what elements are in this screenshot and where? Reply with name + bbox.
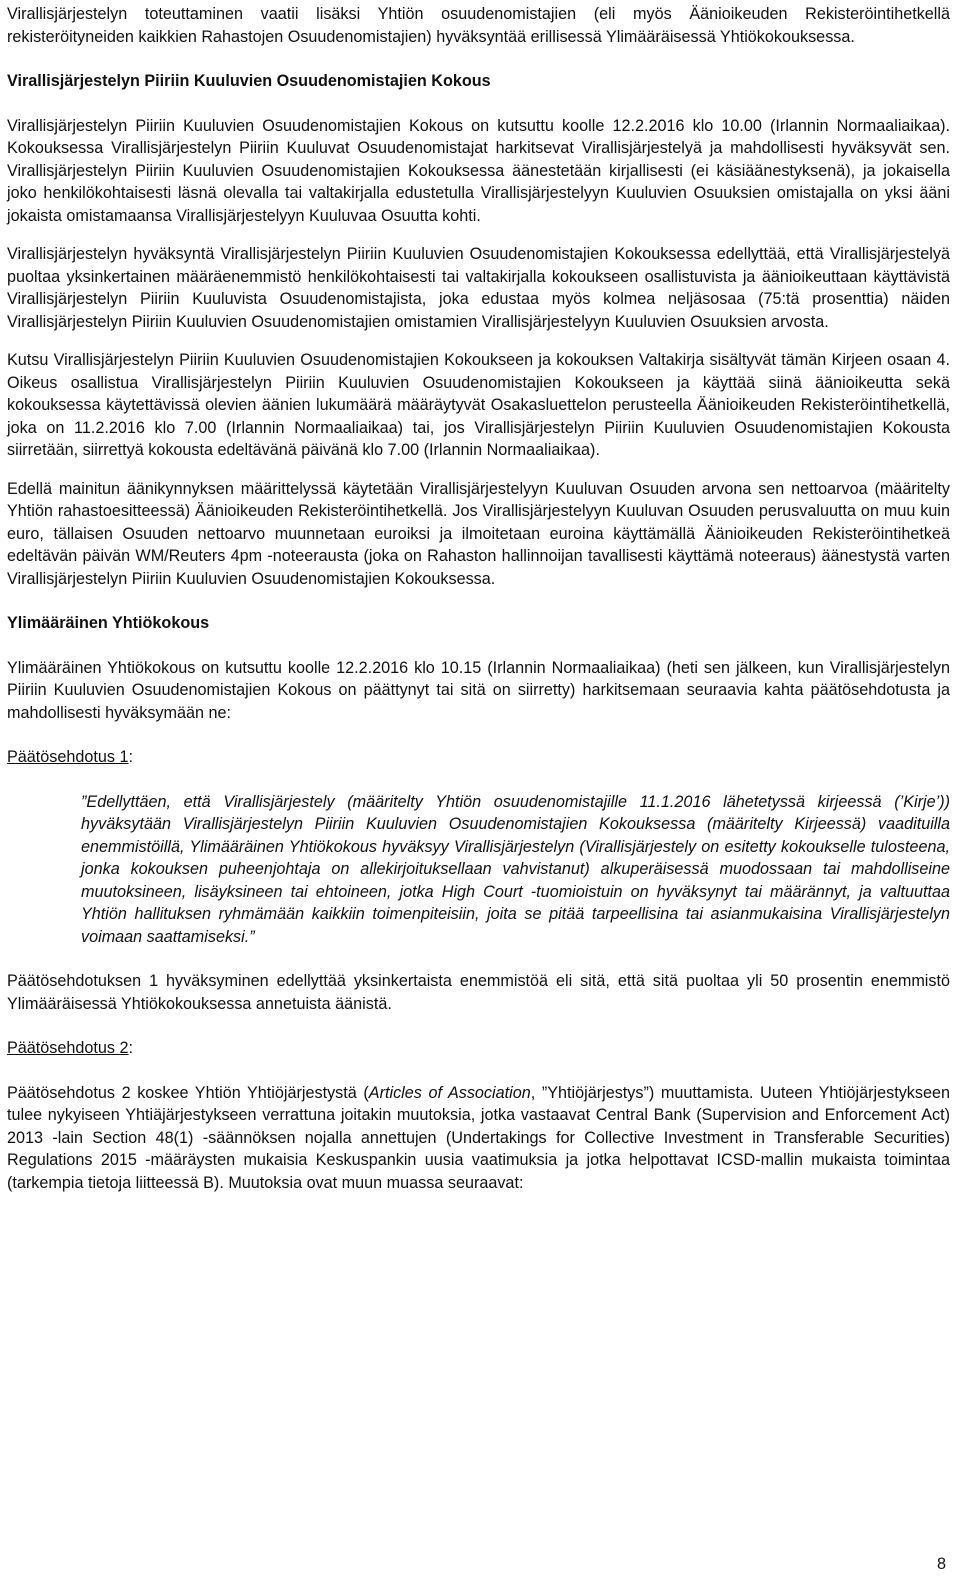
resolution-1-quote: ”Edellyttäen, että Virallisjärjestely (määritelty Yhtiön osuudenomistajille 11.1.2016 lähetetyssä kirjeessä (’Kirje’)) hyväksytään Virallisjärjestelyn Piiriin Kuuluvien Osuudenomistajien Kokouksessa (määritelty Kirjeessä) vaadituilla enemmistöillä, Ylimääräinen Yhtiökokous hyväksyy Virallisjärjestelyn (Virallisjärjestely on esitetty kokoukselle tulosteena, jonka kokouksen puheenjohtaja on allekirjoituksellaan vahvistanut) alkuperäisessä muodossaan tai mahdolliseine muutoksineen, lisäyksineen tai ehtoineen, jotka High Court -tuomioistuin on hyväksynyt tai määrännyt, ja valtuuttaa Yhtiön hallituksen ryhmämään kaikkiin toimenpiteisiin, joita se pitää tarpeellisina tai asianmukaisina Virallisjärjestelyn voimaan saattamiseksi.”	[81, 792, 950, 946]
notice-paragraph: Kutsu Virallisjärjestelyn Piiriin Kuuluvien Osuudenomistajien Kokoukseen ja kokouksen Valtakirja sisältyvät tämän Kirjeen osaan 4. Oikeus osallistua Virallisjärjestelyn Piiriin Kuuluvien Osuudenomistajien Kokoukseen ja käyttää siinä äänioikeutta sekä kokouksessa käytettävissä olevien äänien lukumäärä määräytyvät Osakasluettelon perusteella Äänioikeuden Rekisteröintihetkellä, joka on 11.2.2016 klo 7.00 (Irlannin Normaaliaikaa) tai, jos Virallisjärjestelyn Piiriin Kuuluvien Osuudenomistajien Kokousta siirretään, siirrettyä kokousta edeltävänä päivänä klo 7.00 (Irlannin Normaaliaikaa).	[7, 351, 950, 459]
resolution-2-text-start: Päätösehdotus 2 koskee Yhtiön Yhtiöjärjestystä (	[7, 1083, 369, 1102]
resolution-1-label-line	[7, 746, 950, 769]
intro-paragraph: Virallisjärjestelyn toteuttaminen vaatii lisäksi Yhtiön osuudenomistajien (eli myös Äänioikeuden Rekisteröintihetkellä rekisteröityneiden kaikkien Rahastojen Osuudenomistajien) hyväksyntää erillisessä Ylimääräisessä Yhtiökokouksessa.	[7, 5, 950, 46]
approval-requirement-paragraph: Virallisjärjestelyn hyväksyntä Virallisjärjestelyn Piiriin Kuuluvien Osuudenomistajien Kokouksessa edellyttää, että Virallisjärjestelyä puoltaa yksinkertainen määräenemmistö henkilökohtaisesti tai valtakirjalla kokoukseen osallistuvista ja äänioikeuttaan käyttävistä Virallisjärjestelyn Piiriin Kuuluvista Osuudenomistajista, joka edustaa myös kolmea neljäsosaa (75:tä prosenttia) näiden Virallisjärjestelyn Piiriin Kuuluvien Osuudenomistajien omistamien Virallisjärjestelyyn Kuuluvien Osuuksien arvosta.	[7, 245, 950, 331]
scheme-meeting-paragraph: Virallisjärjestelyn Piiriin Kuuluvien Osuudenomistajien Kokous on kutsuttu koolle 12.2.2016 klo 10.00 (Irlannin Normaaliaikaa). Kokouksessa Virallisjärjestelyn Piiriin Kuuluvat Osuudenomistajat harkitsevat Virallisjärjestelyä ja mahdollisesti hyväksyvät sen. Virallisjärjestelyn Piiriin Kuuluvien Osuudenomistajien Kokouksessa äänestetään kirjallisesti (ei käsiäänestyksenä), ja jokaisella joko henkilökohtaisesti läsnä olevalla tai valtakirjalla edustetulla Virallisjärjestelyyn Kuuluvien Osuuksien omistajalla on yksi ääni jokaista omistamaansa Virallisjärjestelyyn Kuuluvaa Osuutta kohti.	[7, 116, 950, 225]
voting-threshold-paragraph: Edellä mainitun äänikynnyksen määrittelyssä käytetään Virallisjärjestelyyn Kuuluvan Osuuden arvona sen nettoarvoa (määritelty Yhtiön rahastoesitteessä) Äänioikeuden Rekisteröintihetkellä. Jos Virallisjärjestelyyn Kuuluvan Osuuden perusvaluutta on muu kuin euro, tällaisen Osuuden nettoarvo muunnetaan euroiksi ja ilmoitetaan euroina käyttämällä Äänioikeuden Rekisteröintihetkeä edeltävän päivän WM/Reuters 4pm -noteerausta (joka on Rahaston hallinnoijan tavallisesti käyttämä noteeraus) äänestystä varten Virallisjärjestelyn Piiriin Kuuluvien Osuudenomistajien Kokouksessa.	[7, 479, 950, 588]
resolution-1-label: Päätösehdotus 1	[7, 748, 129, 766]
resolution-2-text-end: , ”Yhtiöjärjestys”) muuttamista. Uuteen Yhtiöjärjestykseen tulee nykyiseen Yhtiäjärjestykseen verrattuna joitakin muutoksia, jotka vastaavat Central Bank (Supervision and Enforcement Act) 2013 -lain Section 48(1) -säännöksen nojalla annettujen (Undertakings for Collective Investment in Transferable Securities) Regulations 2015 -määräysten mukaisia Keskuspankin uusia vaatimuksia ja jotka helpottavat ICSD-mallin mukaista toimintaa (tarkempia tietoja liitteessä B). Muutoksia ovat muun muassa seuraavat:	[7, 1083, 951, 1192]
resolution-1-colon: :	[128, 748, 134, 766]
egm-paragraph: Ylimääräinen Yhtiökokous on kutsuttu koolle 12.2.2016 klo 10.15 (Irlannin Normaaliaikaa) (heti sen jälkeen, kun Virallisjärjestelyn Piiriin Kuuluvien Osuudenomistajien Kokous on päättynyt tai sitä on siirretty) harkitsemaan seuraavia kahta päätösehdotusta ja mahdollisesti hyväksymään ne:	[7, 658, 950, 722]
section-heading-scheme-meeting: Virallisjärjestelyn Piiriin Kuuluvien Osuudenomistajien Kokous	[7, 72, 491, 90]
section-heading-egm: Ylimääräinen Yhtiökokous	[7, 614, 210, 632]
page-number: 8	[936, 1555, 946, 1573]
resolution-1-requirement: Päätösehdotuksen 1 hyväksyminen edellyttää yksinkertaista enemmistöä eli sitä, että sitä puoltaa yli 50 prosentin enemmistö Ylimääräisessä Yhtiökokouksessa annetuista äänistä.	[7, 972, 950, 1013]
document-body	[7, 3, 950, 1194]
resolution-2-paragraph	[7, 1082, 950, 1195]
articles-of-association-term: Articles of Association	[368, 1083, 531, 1102]
resolution-2-colon: :	[128, 1039, 134, 1057]
resolution-2-label: Päätösehdotus 2	[7, 1039, 129, 1057]
resolution-2-label-line	[7, 1037, 950, 1060]
